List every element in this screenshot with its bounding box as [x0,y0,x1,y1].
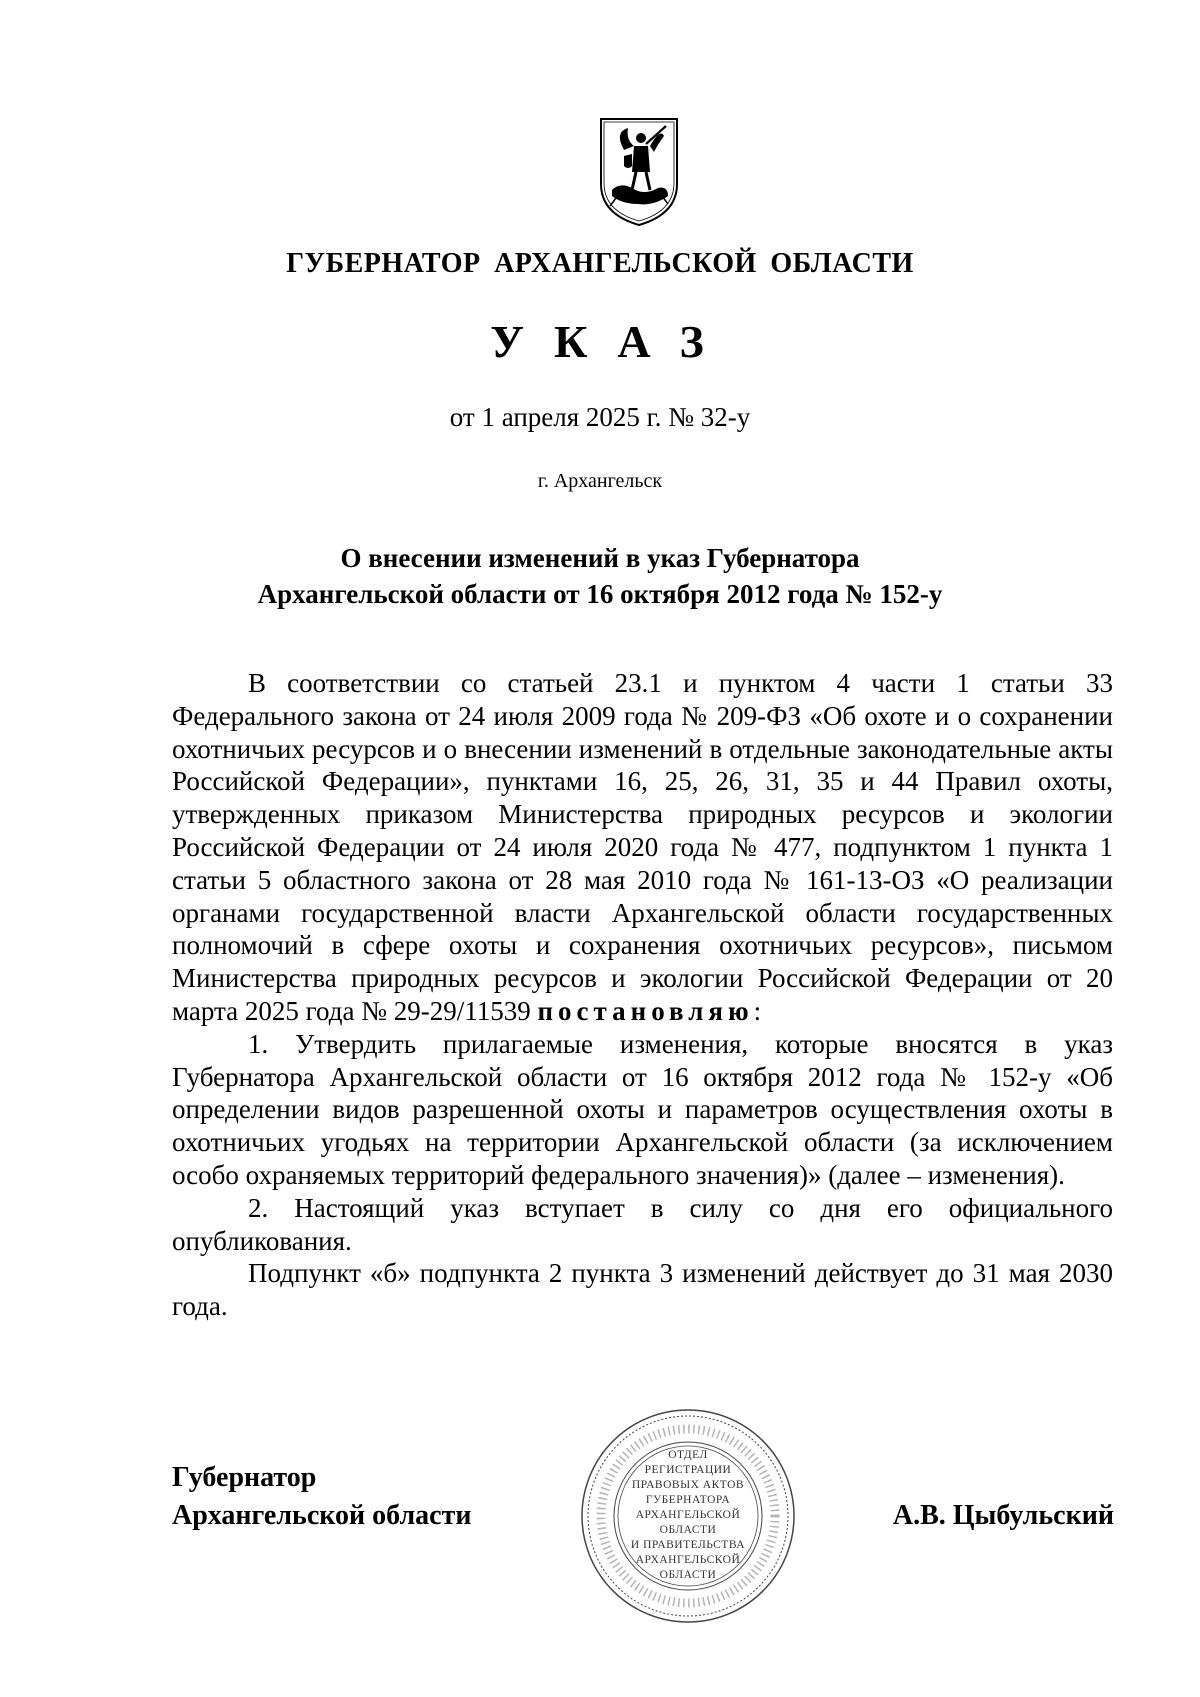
stamp-line: АРХАНГЕЛЬСКОЙ [635,1509,741,1521]
document-body [172,667,1113,1323]
signatory-name: А.В. Цыбульский [892,1500,1114,1531]
stamp-line: ОБЛАСТИ [659,1569,717,1581]
stamp-line: И ПРАВИТЕЛЬСТВА [630,1539,746,1551]
preamble-paragraph [172,667,1113,1028]
document-city: г. Архангельск [537,470,663,492]
stamp-line: ПРАВОВЫХ АКТОВ [631,1479,745,1491]
document-title-line-2: Архангельской области от 16 октября 2012 года № 152-у [257,579,943,609]
item-1-paragraph: 1. Утвердить прилагаемые изменения, которые вносятся в указ Губернатора Архангельской области от 16 октября 2012 года № 152-у «Об определении видов разрешенной охоты и параметров осуществления охоты в охотничьих угодьях на территории Архангельской области (за исключением особо охраняемых территорий федерального значения)» (далее – изменения). [172,1028,1113,1190]
decree-punctuation: : [753,995,762,1026]
stamp-line: АРХАНГЕЛЬСКОЙ [635,1554,741,1566]
item-2-paragraph: 2. Настоящий указ вступает в силу со дня его официального опубликования. [172,1192,1113,1256]
preamble-text: В соответствии со статьей 23.1 и пунктом 4 части 1 статьи 33 Федерального закона от 24 июля 2009 года № 209-ФЗ «Об охоте и о сохранении охотничьих ресурсов и о внесении изменений в отдельные законодательные акты Российской Федерации», пунктами 16, 25, 26, 31, 35 и 44 Правил охоты, утвержденных приказом Министерства природных ресурсов и экологии Российской Федерации от 24 июля 2020 года № 477, подпунктом 1 пункта 1 статьи 5 областного закона от 28 мая 2010 года № 161-13-ОЗ «О реализации органами государственной власти Архангельской области государственных полномочий в сфере охоты и сохранения охотничьих ресурсов», письмом Министерства природных ресурсов и экологии Российской Федерации от 20 марта 2025 года № 29-29/11539 [172,668,1113,1026]
issuing-authority: ГУБЕРНАТОР АРХАНГЕЛЬСКОЙ ОБЛАСТИ [286,248,914,279]
stamp-line: ОБЛАСТИ [659,1524,717,1536]
document-title [0,540,1200,612]
decree-word: постановляю [537,995,754,1026]
archangel-coat-of-arms-icon [598,116,680,228]
document-type: УКАЗ [490,316,734,367]
item-2-note-paragraph: Подпункт «б» подпункта 2 пункта 3 изменений действует до 31 мая 2030 года. [172,1258,1113,1322]
signatory-position [172,1459,472,1535]
stamp-line: ГУБЕРНАТОРА [645,1494,731,1506]
signatory-position-line-1: Губернатор [172,1462,317,1493]
document-title-line-1: О внесении изменений в указ Губернатора [340,543,860,573]
stamp-line: РЕГИСТРАЦИИ [644,1464,732,1476]
document-date-number: от 1 апреля 2025 г. № 32-у [449,402,751,432]
signatory-position-line-2: Архангельской области [172,1500,472,1531]
stamp-inner-text [578,1448,798,1583]
stamp-line: ОТДЕЛ [668,1449,708,1461]
